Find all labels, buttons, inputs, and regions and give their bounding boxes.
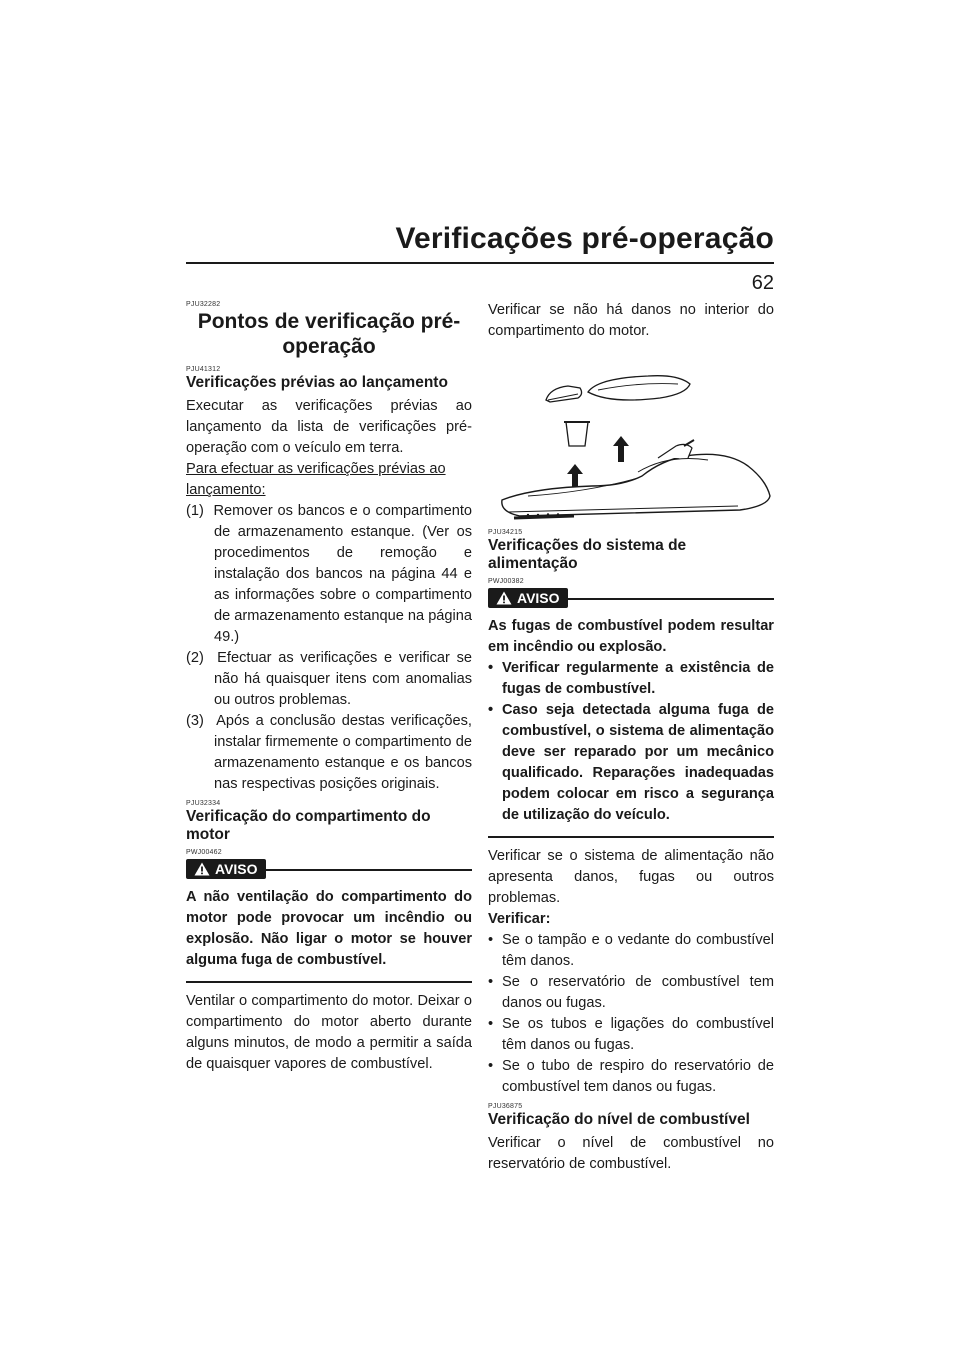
section-code: PJU32334 (186, 800, 221, 807)
section-title-engine: Verificação do compartimento do motor (186, 808, 431, 843)
right-column (488, 300, 774, 1175)
check-list (488, 930, 774, 1098)
section-title-prelaunch: Verificações prévias ao lançamento (186, 374, 448, 391)
page-number: 62 (751, 272, 774, 294)
warning-text: A não ventilação do compartimento do motor pode provocar um incêndio ou explosão. Não ligar o motor se houver alguma fuga de combustível. (186, 889, 472, 968)
aviso-badge (186, 859, 266, 879)
prelaunch-intro: Executar as verificações prévias ao lançamento da lista de verificações pré-operação com o veículo em terra. (186, 398, 472, 456)
aviso-badge (488, 588, 568, 608)
step-item: (1) Remover os bancos e o compartimento de armazenamento estanque. (Ver os procedimentos de remoção e instalação dos bancos na página 44 e as informações sobre o compartimento de armazenamento estanque na página 49.) (186, 503, 473, 645)
section-code: PJU41312 (186, 366, 221, 373)
warning-code: PWJ00462 (186, 849, 222, 856)
page-header-title: Verificações pré-operação (395, 222, 774, 255)
warning-triangle-icon (194, 862, 210, 876)
warning-triangle-icon (496, 591, 512, 605)
warning-text: As fugas de combustível podem resultar em incêndio ou explosão. (488, 618, 774, 655)
section-code: PJU36875 (488, 1103, 523, 1110)
warning-end-rule (488, 836, 774, 838)
check-item: • Se o tampão e o vedante do combustível têm danos. (488, 930, 774, 972)
aviso-label: AVISO (517, 590, 560, 606)
main-title: Pontos de verificação pré-operação (197, 310, 461, 358)
aviso-label: AVISO (215, 861, 258, 877)
check-item: • Se os tubos e ligações do combustível têm danos ou fugas. (488, 1014, 774, 1056)
warning-header (488, 588, 774, 610)
check-item: • Se o reservatório de combustível tem danos ou fugas. (488, 972, 774, 1014)
warning-bullets (488, 658, 774, 826)
watercraft-illustration (488, 362, 774, 522)
warning-bullet: • Verificar regularmente a existência de fugas de combustível. (488, 658, 774, 700)
warning-bullet: • Caso seja detectada alguma fuga de combustível, o sistema de alimentação deve ser reparado por um mecânico qualificado. Reparações inadequadas podem colocar em risco a segurança de utilização do veículo. (488, 700, 774, 826)
prelaunch-how: Para efectuar as verificações prévias ao lançamento: (186, 461, 446, 498)
engine-damage-check: Verificar se não há danos no interior do compartimento do motor. (488, 302, 774, 339)
step-item: (2) Efectuar as verificações e verificar se não há quaisquer itens com anomalias ou outros problemas. (186, 650, 472, 708)
check-item: • Se o tubo de respiro do reservatório de combustível tem danos ou fugas. (488, 1056, 774, 1098)
fuel-level-body: Verificar o nível de combustível no reservatório de combustível. (488, 1135, 774, 1172)
warning-header (186, 859, 472, 881)
step-item: (3) Após a conclusão destas verificações, instalar firmemente o compartimento de armazenamento estanque e os bancos nas respectivas posições originais. (186, 713, 472, 792)
section-code: PJU34215 (488, 529, 523, 536)
warning-body (186, 887, 472, 971)
fuel-system-body: Verificar se o sistema de alimentação não apresenta danos, fugas ou outros problemas. (488, 848, 774, 906)
check-label: Verificar: (488, 911, 551, 927)
header-rule (186, 262, 774, 264)
warning-body (488, 616, 774, 826)
section-title-fuel-level: Verificação do nível de combustível (488, 1111, 750, 1128)
prelaunch-steps (186, 501, 472, 795)
section-code: PJU32282 (186, 301, 221, 308)
section-title-fuel-system: Verificações do sistema de alimentação (488, 537, 687, 572)
engine-body: Ventilar o compartimento do motor. Deixar o compartimento do motor aberto durante alguns minutos, de modo a permitir a saída de quaisquer vapores de combustível. (186, 993, 472, 1072)
warning-code: PWJ00382 (488, 578, 524, 585)
left-column (186, 300, 472, 1075)
warning-end-rule (186, 981, 472, 983)
